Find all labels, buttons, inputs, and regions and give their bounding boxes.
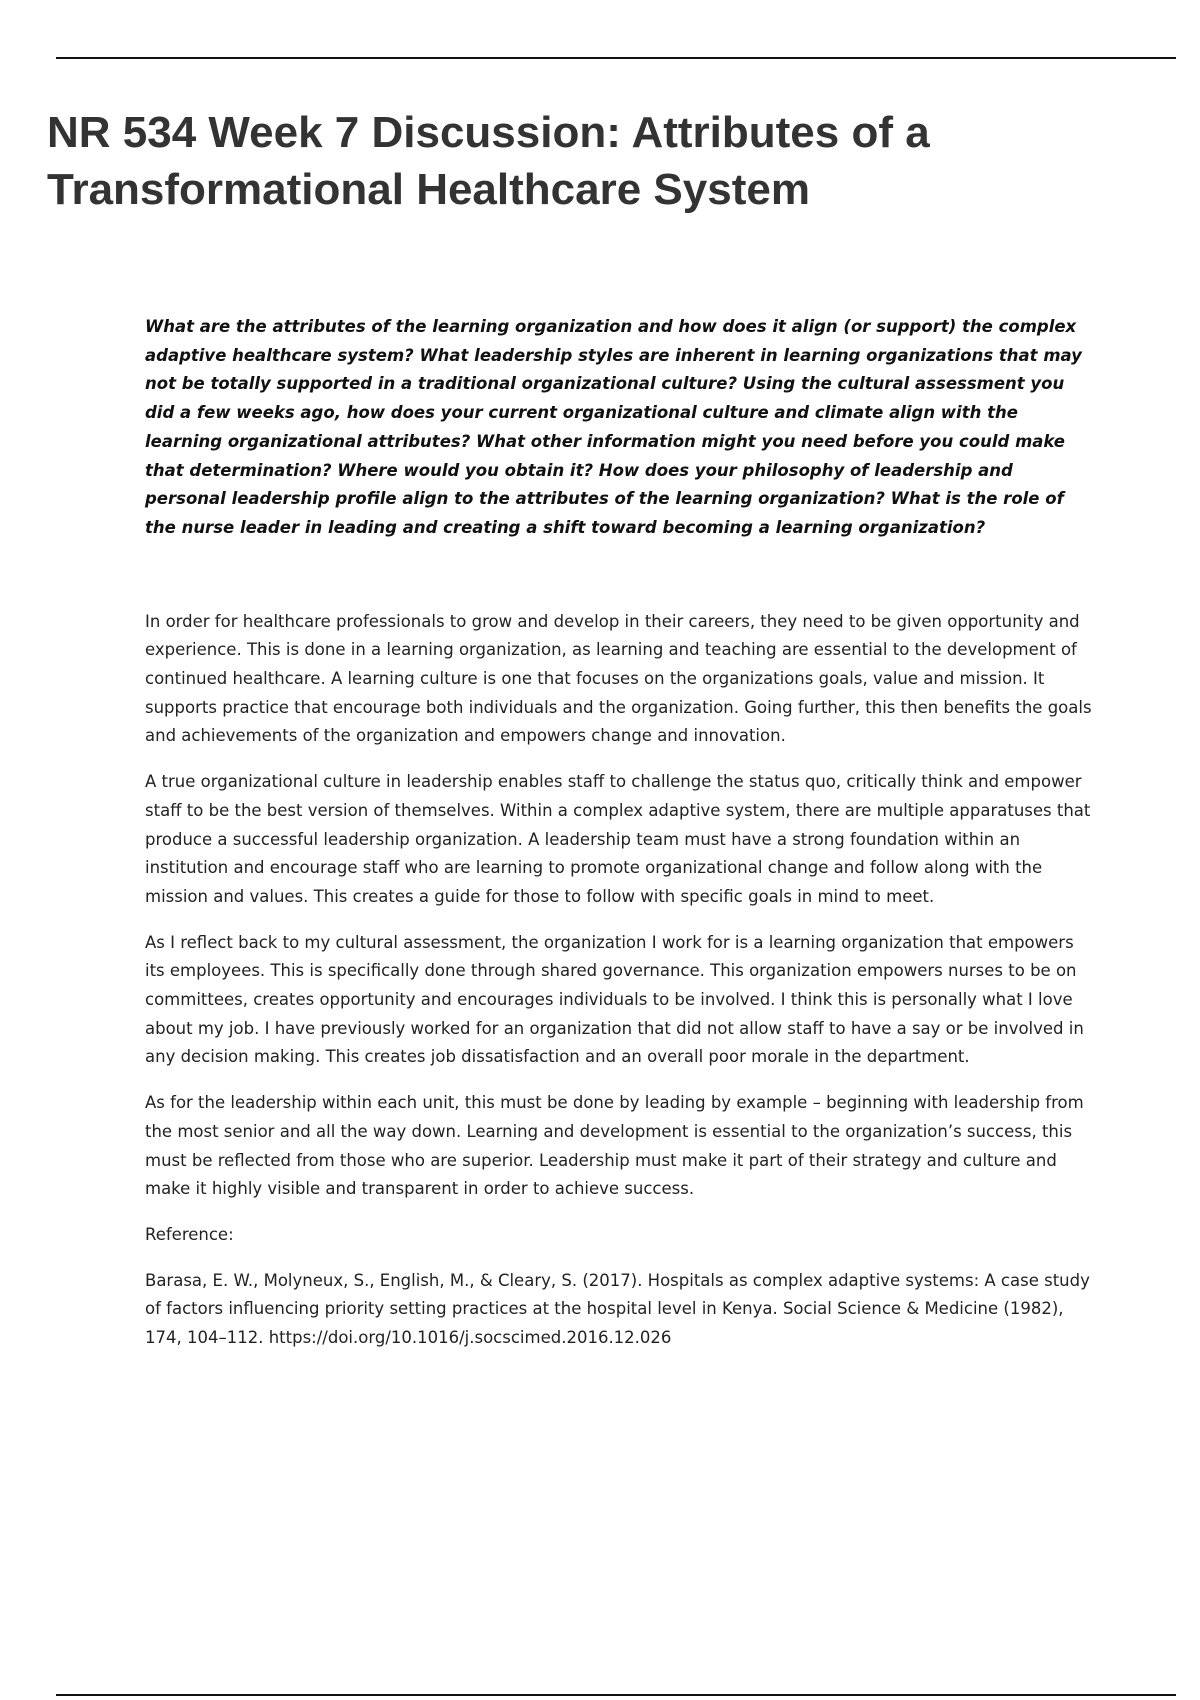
paragraph-learning-organization: In order for healthcare professionals to grow and develop in their careers, they need to be given opportunity and experience. This is done in a learning organization, as learning and teaching are essential to the development of continued healthcare. A learning culture is one that focuses on the organizations goals, value and mission. It supports practice that encourage both individuals and the organization. Going further, this then benefits the goals and achievements of the organization and empowers change and innovation. (145, 611, 1092, 746)
paragraph-organizational-culture: A true organizational culture in leadership enables staff to challenge the status quo, critically think and empower staff to be the best version of themselves. Within a complex adaptive system, there are multiple apparatuses that produce a successful leadership organization. A leadership team must have a strong foundation within an institution and encourage staff who are learning to promote organizational change and follow along with the mission and values. This creates a guide for those to follow with specific goals in mind to meet. (145, 772, 1091, 906)
document-body (145, 313, 1095, 1353)
top-divider (56, 57, 1176, 59)
response-body (145, 608, 1095, 1353)
reference-citation: Barasa, E. W., Molyneux, S., English, M., & Cleary, S. (2017). Hospitals as complex adaptive systems: A case study of factors influencing priority setting practices at the hospital level in Kenya. Social Science & Medicine (1982), 174, 104–112. https://doi.org/10.1016/j.socscimed.2016.12.026 (145, 1270, 1090, 1348)
bottom-divider (56, 1694, 1176, 1696)
paragraph-leadership-units: As for the leadership within each unit, this must be done by leading by example – beginning with leadership from the most senior and all the way down. Learning and development is essential to the organization’s success, this must be reflected from those who are superior. Leadership must make it part of their strategy and culture and make it highly visible and transparent in order to achieve success. (145, 1093, 1084, 1199)
paragraph-cultural-assessment: As I reflect back to my cultural assessment, the organization I work for is a learning organization that empowers its employees. This is specifically done through shared governance. This organization empowers nurses to be on committees, creates opportunity and encourages individuals to be involved. I think this is personally what I love about my job. I have previously worked for an organization that did not allow staff to have a say or be involved in any decision making. This creates job dissatisfaction and an overall poor morale in the department. (145, 932, 1084, 1067)
reference-heading: Reference: (145, 1224, 234, 1244)
page-title: NR 534 Week 7 Discussion: Attributes of a Transformational Healthcare System (47, 108, 930, 214)
discussion-prompt: What are the attributes of the learning organization and how does it align (or support) the complex adaptive healthcare system? What leadership styles are inherent in learning organizations that may not be totally supported in a traditional organizational culture? Using the cultural assessment you did a few weeks ago, how does your current organizational culture and climate align with the learning organizational attributes? What other information might you need before you could make that determination? Where would you obtain it? How does your philosophy of leadership and personal leadership profile align to the attributes of the learning organization? What is the role of the nurse leader in leading and creating a shift toward becoming a learning organization? (145, 317, 1082, 537)
